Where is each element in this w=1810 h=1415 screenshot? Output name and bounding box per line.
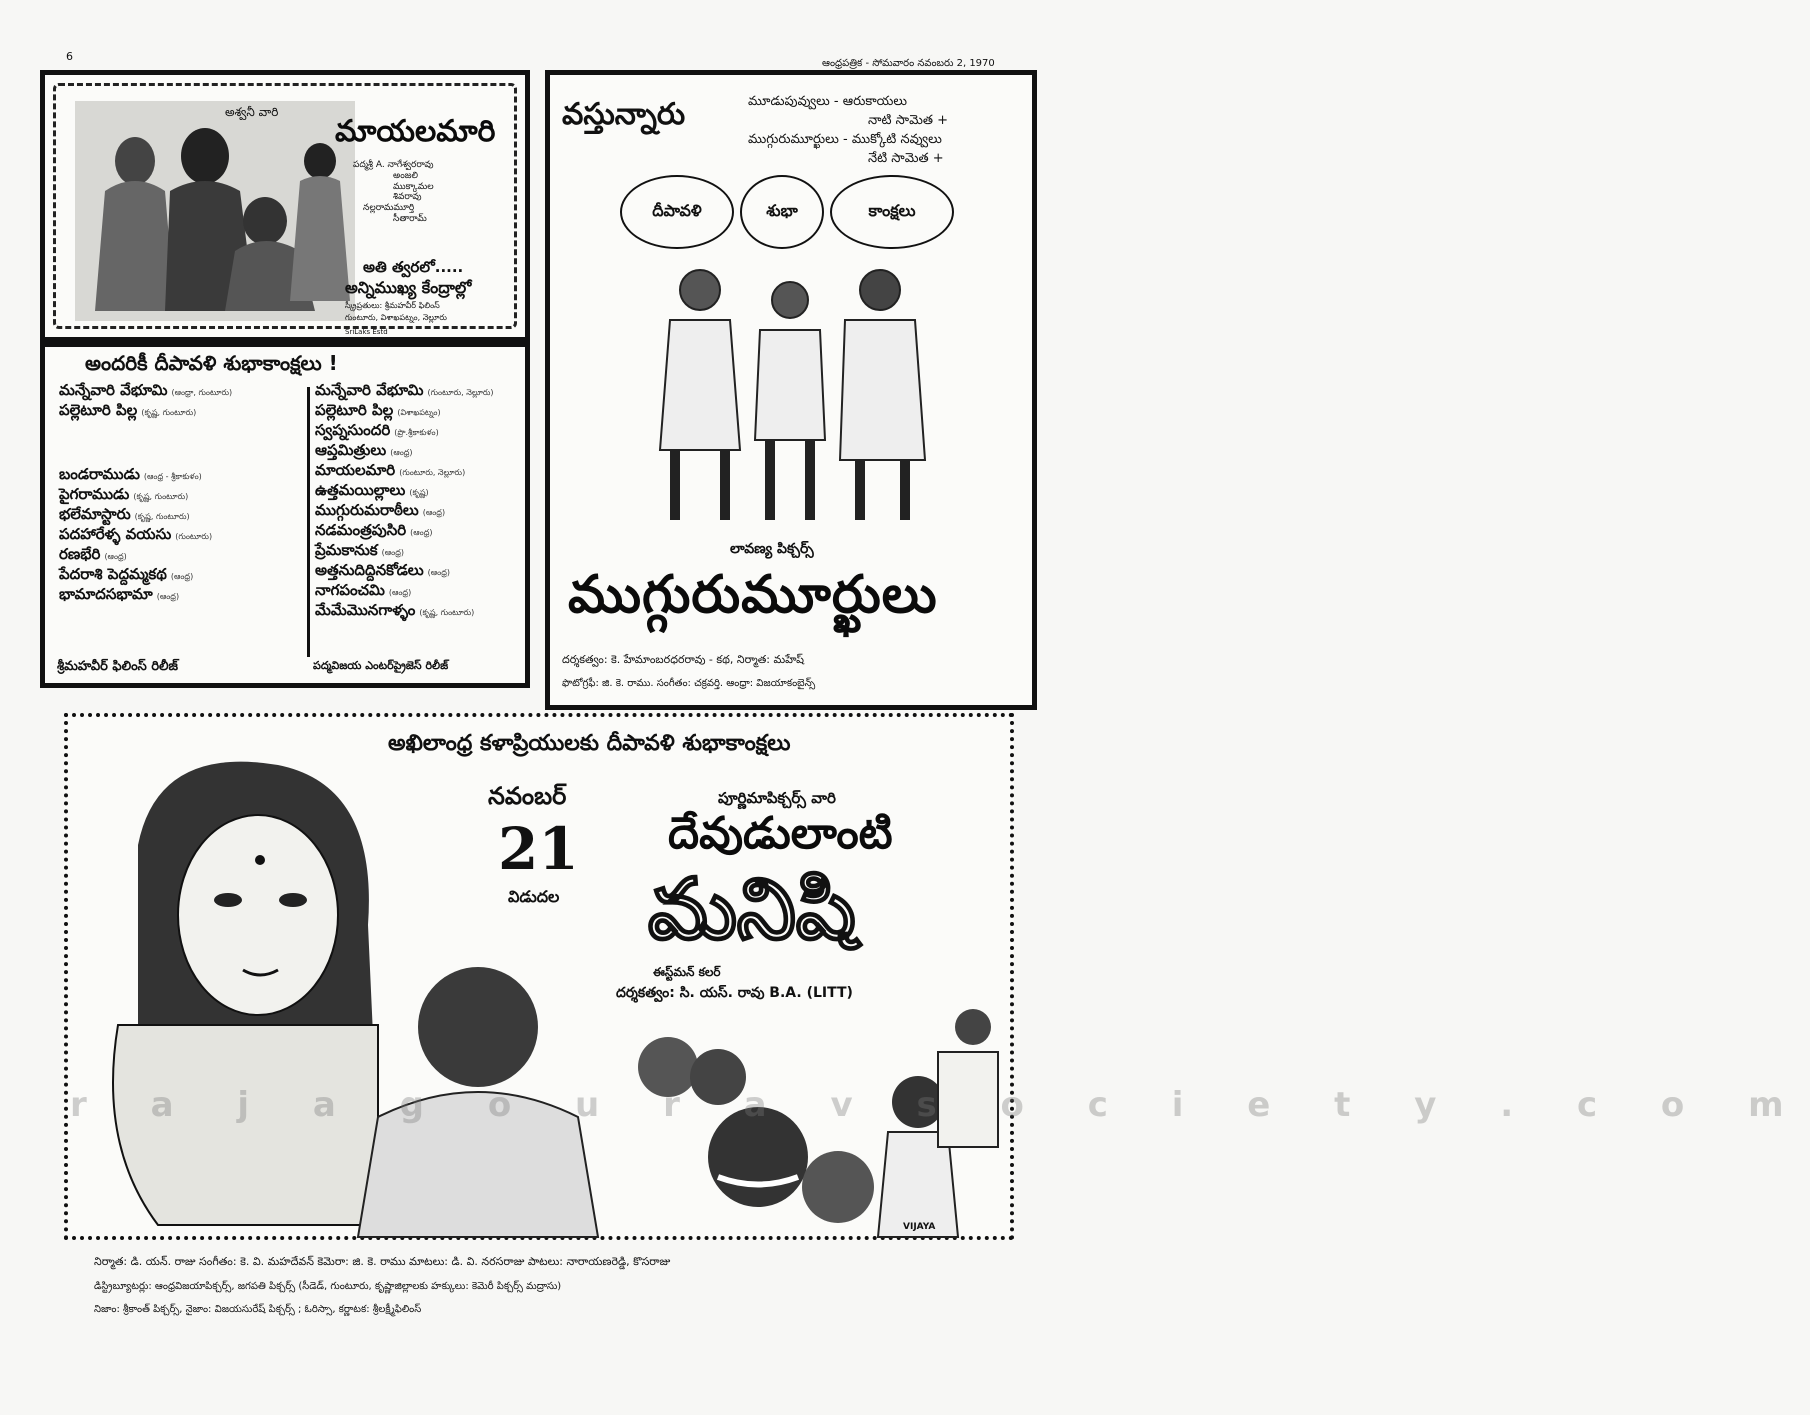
producer: పూర్ణిమాపిక్చర్స్ వారి xyxy=(718,789,836,807)
release-line-1: అతి త్వరలో..... xyxy=(363,258,464,276)
studio-mark: VIJAYA xyxy=(903,1222,936,1232)
cast-item: శివరావు xyxy=(393,192,422,203)
list-item: ప్రేమకానుక (ఆంధ్ర) xyxy=(315,541,404,559)
ad-mayalamari xyxy=(40,70,530,342)
tagline xyxy=(748,93,1028,168)
credits-line: డిస్ట్రిబ్యూటర్లు: ఆంధ్రవిజయాపిక్చర్స్, జగపతి పిక్చర్స్ (సీడెడ్, గుంటూరు, కృష్ణాజిల్లాలకు హక్కులు: కెమెరీ పిక్చర్స్ మద్రాసు) xyxy=(94,1281,562,1292)
tagline-line: నాటి సామెత + xyxy=(868,112,948,128)
credits-line: దర్శకత్వం: కె. హేమాంబరధరరావు - కథ, నిర్మాత: మహేష్ xyxy=(562,653,804,666)
list-item: రణభేరి (ఆంధ్ర) xyxy=(59,545,127,563)
speech-bubble: దీపావళి xyxy=(620,175,734,249)
list-item: భలేమాస్టారు (కృష్ణ, గుంటూరు) xyxy=(59,505,190,523)
list-item: నాగపంచమి (ఆంధ్ర) xyxy=(315,581,412,599)
greeting-heading: అందరికీ దీపావళి శుభాకాంక్షలు ! xyxy=(85,351,338,375)
eastman-color: ఈస్ట్‌మన్ కలర్ xyxy=(653,965,721,979)
list-item: నడమంత్రపుసిరి (ఆంధ్ర) xyxy=(315,521,433,539)
list-item: ముగ్గురుమరాఠీలు (ఆంధ్ర) xyxy=(315,501,446,519)
film-title-line-2: మనిషి xyxy=(648,860,856,958)
list-item: మేమేమొనగాళ్ళం (కృష్ణ, గుంటూరు) xyxy=(315,601,475,619)
ad-devudulanti-manishi xyxy=(64,713,1014,1240)
list-item: భామాదసభామా (ఆంధ్ర) xyxy=(59,585,180,603)
studio-logo: SriLaks Estd xyxy=(345,328,388,336)
film-title-line-1: దేవుడులాంటి xyxy=(668,808,893,859)
cast-collage xyxy=(238,917,998,1237)
left-footer-release: శ్రీమహవీర్ ఫిలింస్ రిలీజ్ xyxy=(57,659,179,674)
credits-line: నిర్మాత: డి. యన్. రాజు సంగీతం: కె. వి. మహదేవన్ కెమెరా: జి. కె. రాము మాటలు: డి. వి. నరసరాజు పాటలు: నారాయణరెడ్డి, కొసరాజు xyxy=(94,1255,671,1268)
ad-mugguru-moorkhulu xyxy=(545,70,1037,710)
list-item: స్వప్నసుందరి (ప్రొ.శ్రీకాకుళం) xyxy=(315,421,439,439)
list-item: మాయలమారి (గుంటూరు, నెల్లూరు) xyxy=(315,461,466,479)
release-month: నవంబర్ xyxy=(488,782,567,810)
banner-coming: వస్తున్నారు xyxy=(562,97,686,132)
list-item: మన్నేవారి వేభూమి (గుంటూరు, నెల్లూరు) xyxy=(315,381,494,399)
list-item: పల్లెటూరి పిల్ల (కృష్ణ, గుంటూరు) xyxy=(59,401,197,419)
cast-item: ముక్కామల xyxy=(393,181,434,192)
watermark: r a j a g o u r a v s o c i e t y . c o m xyxy=(70,1085,1810,1125)
right-release-list xyxy=(315,381,525,621)
page-number: 6 xyxy=(66,50,73,63)
presenter: అశ్వనీ వారి xyxy=(225,105,279,119)
list-item: పదహారేళ్ళ వయసు (గుంటూరు) xyxy=(59,525,213,543)
cast-drawing xyxy=(238,917,998,1237)
actors-illustration xyxy=(640,250,940,540)
release-line-2: అన్నిముఖ్య కేంద్రాల్లో xyxy=(345,278,472,297)
film-title: మాయలమారి xyxy=(335,114,496,149)
director-credit: దర్శకత్వం: సి. యస్. రావు B.A. (LITT) xyxy=(616,985,853,1001)
list-item: పల్లెటూరి పిల్ల (విశాఖపట్నం) xyxy=(315,401,441,419)
still-photo xyxy=(75,101,355,321)
cast-item: పద్మశ్రీ A. నాగేశ్వరరావు xyxy=(353,160,434,170)
tagline-line: నేటి సామెత + xyxy=(868,150,944,166)
tagline-line: మూడుపువ్వులు - ఆరుకాయలు xyxy=(748,94,908,109)
speech-bubble: కాంక్షలు xyxy=(830,175,954,249)
cast-item: నల్లరామమూర్తి xyxy=(363,203,415,214)
release-day: 21 xyxy=(498,815,579,883)
release-label: విడుదల xyxy=(508,887,560,906)
three-actors-photo xyxy=(640,250,940,540)
column-divider xyxy=(307,387,310,657)
list-item: బండరాముడు (ఆంధ్ర - శ్రీకాకుళం) xyxy=(59,465,202,483)
cast-list xyxy=(353,160,513,225)
list-item: ఉత్తమయిల్లాలు (కృష్ణ) xyxy=(315,481,429,499)
ad-release-list xyxy=(40,342,530,688)
credits-line: ఫొటోగ్రఫీ: జి. కె. రాము. సంగీతం: చక్రవర్తి. ఆంధ్రా: విజయాకంబైన్స్ xyxy=(562,678,816,689)
distributor-line-2: గుంటూరు, విశాఖపట్నం, నెల్లూరు xyxy=(345,313,447,322)
cast-item: అంజలి xyxy=(393,170,418,181)
left-release-list xyxy=(59,381,301,605)
list-item: అత్తనుదిద్దినకోడలు (ఆంధ్ర) xyxy=(315,561,450,579)
credits-line: నిజాం: శ్రీకాంత్ పిక్చర్స్, నైజాం: విజయసురేష్ పిక్చర్స్ ; ఓరిస్సా, కర్ణాటక: శ్రీలక్ష్మీఫిలింస్ xyxy=(94,1304,422,1315)
tagline-line: ముగ్గురుమూర్ఖులు - ముక్కోటి నవ్వులు xyxy=(748,131,942,147)
cast-item: సీతారామ్ xyxy=(393,213,427,224)
greeting-headline: అఖిలాంధ్ర కళాప్రియులకు దీపావళి శుభాకాంక్షలు xyxy=(388,731,791,756)
list-item: మన్నేవారి వేభూమి (ఆంధ్రా, గుంటూరు) xyxy=(59,381,233,399)
list-item: పైగరాముడు (కృష్ణ, గుంటూరు) xyxy=(59,485,189,503)
producer: లావణ్య పిక్చర్స్ xyxy=(730,541,814,557)
figures-illustration xyxy=(75,101,355,321)
list-item: పేదరాశి పెద్దమ్మకథ (ఆంధ్ర) xyxy=(59,565,194,583)
dateline: ఆంధ్రపత్రిక - సోమవారం నవంబరు 2, 1970 xyxy=(822,58,995,69)
distributor-line-1: స్క్రీప్రతులు: శ్రీమహవీర్ ఫిలింస్ xyxy=(345,301,440,310)
speech-bubble: శుభా xyxy=(740,175,824,249)
right-footer-release: పద్మవిజయ ఎంటర్‌ప్రైజెస్ రిలీజ్ xyxy=(313,659,449,672)
list-item: ఆప్తమిత్రులు (ఆంధ్ర) xyxy=(315,441,413,459)
film-title: ముగ్గురుమూర్ఖులు xyxy=(568,565,938,625)
